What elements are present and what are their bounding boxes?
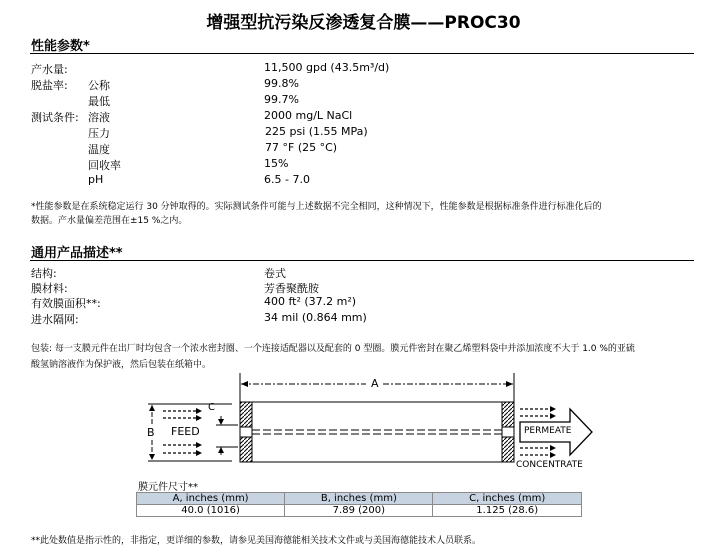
- dimension-a-label: A: [371, 377, 379, 390]
- document-title: 增强型抗污染反渗透复合膜——PROC30: [206, 13, 521, 33]
- packaging-text: 包装: 每一支膜元件在出厂时均包含一个浓水密封圈、一个连接适配器以及配套的 0 型圈。膜元件密封在聚乙烯塑料袋中并添加浓度不大于 1.0 %的亚硫: [31, 344, 635, 354]
- membrane-element: [240, 402, 514, 462]
- performance-footnote: *性能参数是在系统稳定运行 30 分钟取得的。实际测试条件可能与上述数据不完全相同，这种情况下，性能参数是根据标准条件进行标准化后的: [31, 202, 602, 212]
- spec-value: 芳香聚酰胺: [264, 282, 319, 295]
- permeate-label: PERMEATE: [524, 426, 572, 436]
- packaging-text: 酸氢钠溶液作为保护液，然后包装在纸箱中。: [31, 360, 212, 370]
- performance-footnote: 数据。产水量偏差范围在±15 %之内。: [31, 216, 188, 226]
- spec-value: 15%: [264, 157, 289, 170]
- spec-value: 2000 mg/L NaCl: [264, 109, 353, 122]
- spec-value: 11,500 gpd (43.5m³/d): [264, 61, 390, 74]
- column-header: B, inches (mm): [285, 493, 433, 505]
- dimension-c: [216, 416, 238, 456]
- table-header-row: [137, 493, 582, 505]
- dimension-b-label: B: [147, 426, 155, 439]
- spec-value: 99.8%: [264, 77, 299, 90]
- spec-sublabel: 温度: [88, 143, 110, 156]
- spec-sublabel: 溶液: [88, 111, 110, 124]
- spec-value: 卷式: [264, 267, 286, 280]
- spec-label: 有效膜面积**:: [31, 297, 101, 310]
- spec-sublabel: 回收率: [88, 159, 121, 172]
- spec-label: 结构:: [31, 267, 57, 280]
- column-header: A, inches (mm): [137, 493, 285, 505]
- spec-value: 400 ft² (37.2 m²): [264, 295, 357, 308]
- column-header: C, inches (mm): [433, 493, 582, 505]
- spec-sublabel: 公称: [88, 79, 110, 92]
- spec-sublabel: 压力: [88, 127, 110, 140]
- spec-label: 膜材料:: [31, 282, 68, 295]
- spec-label: 测试条件:: [31, 111, 79, 124]
- spec-value: 225 psi (1.55 MPa): [265, 125, 368, 138]
- spec-value: 6.5 - 7.0: [264, 173, 310, 186]
- general-heading: 通用产品描述**: [31, 246, 123, 261]
- feed-label: FEED: [171, 425, 200, 438]
- bottom-note: **此处数值是指示性的，非指定，更详细的参数，请参见美国海德能相关技术文件或与美国海德能技术人员联系。: [31, 536, 482, 546]
- spec-value: 99.7%: [264, 93, 299, 106]
- dimensions-table: [136, 492, 582, 517]
- table-cell: 40.0 (1016): [137, 505, 285, 517]
- spec-label: 进水隔网:: [31, 313, 79, 326]
- table-cell: 1.125 (28.6): [433, 505, 582, 517]
- concentrate-label: CONCENTRATE: [516, 460, 583, 470]
- dimensions-caption: 膜元件尺寸**: [138, 482, 198, 493]
- spec-label: 脱盐率:: [31, 79, 68, 92]
- performance-heading: 性能参数*: [31, 39, 90, 54]
- spec-value: 77 °F (25 °C): [265, 141, 338, 154]
- table-cell: 7.89 (200): [285, 505, 433, 517]
- dimension-c-label: C: [208, 402, 215, 413]
- spec-label: 产水量:: [31, 63, 68, 76]
- table-row: [137, 505, 582, 517]
- spec-sublabel: pH: [88, 173, 104, 186]
- spec-sublabel: 最低: [88, 95, 110, 108]
- spec-value: 34 mil (0.864 mm): [264, 311, 367, 324]
